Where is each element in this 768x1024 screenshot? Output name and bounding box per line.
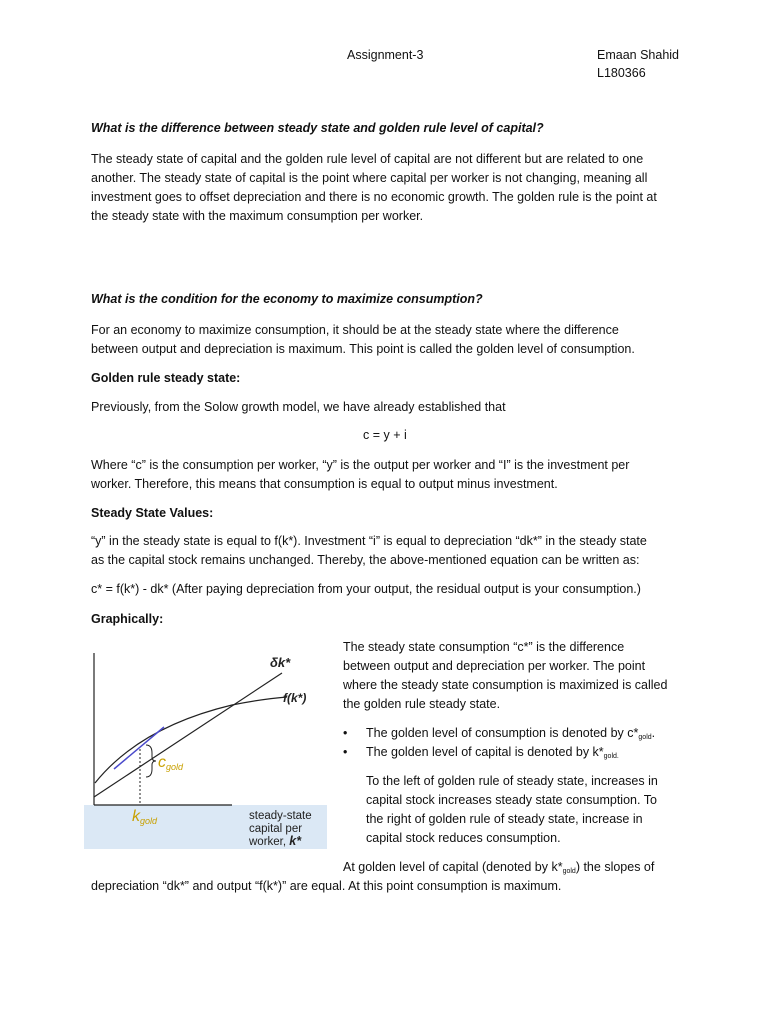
final-subscript: gold: [562, 868, 576, 875]
bullet-text: The golden level of capital is denoted by k*: [366, 745, 604, 759]
answer-1-line: investment goes to offset depreciation and there is no economic growth. The golden rule is the point at: [91, 190, 657, 204]
c-gold-subscript: gold: [166, 762, 184, 772]
left-right-line: To the left of golden rule of steady state, increases in: [366, 774, 658, 788]
steady-state-consumption-paragraph: [343, 638, 688, 714]
answer-1-line: The steady state of capital and the golden rule level of capital are not different but are related to one: [91, 152, 644, 166]
bullet-golden-capital: [343, 743, 619, 766]
k-letter: k: [132, 808, 140, 825]
roll-number: L180366: [597, 66, 646, 80]
consumption-equation: c = y + i: [363, 428, 407, 442]
bullet-end: .: [651, 726, 656, 740]
answer-2-line: between output and depreciation is maximum. This point is called the golden level of consumption.: [91, 342, 635, 356]
previously-text: Previously, from the Solow growth model, we have already established that: [91, 400, 506, 414]
final-pre: At golden level of capital (denoted by k*: [343, 860, 563, 874]
answer-2-line: For an economy to maximize consumption, it should be at the steady state where the difference: [91, 323, 619, 337]
golden-rule-heading: Golden rule steady state:: [91, 371, 241, 385]
steady-line: as the capital stock remains unchanged. Thereby, the above-mentioned equation can be written as:: [91, 553, 640, 567]
k-gold-subscript: gold: [140, 816, 158, 826]
answer-1-line: the steady state with the maximum consumption per worker.: [91, 209, 424, 223]
x-caption-line: worker,: [249, 836, 290, 848]
assignment-title: Assignment-3: [347, 48, 424, 62]
intro-line: between output and depreciation per worker. The point: [343, 659, 646, 673]
output-curve: [95, 697, 287, 783]
final-post: ) the slopes of: [575, 860, 655, 874]
question-1: What is the difference between steady state and golden rule level of capital?: [91, 121, 544, 135]
intro-line: where the steady state consumption is maximized is called: [343, 678, 668, 692]
answer-1: [91, 150, 681, 226]
cstar-equation: c* = f(k*) - dk* (After paying depreciation from your output, the residual output is your consumption.): [91, 582, 641, 596]
bullet-subscript: gold.: [603, 753, 619, 760]
left-right-line: the right of golden rule of steady state, increase in: [366, 812, 643, 826]
intro-line: The steady state consumption “c*” is the difference: [343, 640, 625, 654]
bullet-text: The golden level of consumption is denoted by c*: [366, 726, 639, 740]
answer-1-line: another. The steady state of capital is the point where capital per worker is not changing, meaning all: [91, 171, 648, 185]
question-2: What is the condition for the economy to maximize consumption?: [91, 292, 483, 306]
depreciation-line: [94, 673, 282, 797]
steady-state-paragraph: [91, 532, 681, 570]
golden-rule-graph: [82, 645, 332, 855]
c-letter: c: [158, 754, 166, 771]
x-caption-line: capital per: [249, 823, 303, 835]
left-right-paragraph: [366, 772, 686, 848]
x-caption-line: steady-state: [249, 810, 312, 822]
graphically-heading: Graphically:: [91, 612, 164, 626]
bullet-marker: •: [343, 745, 348, 759]
answer-2: [91, 321, 681, 359]
where-line: worker. Therefore, this means that consumption is equal to output minus investment.: [91, 477, 558, 491]
left-right-line: capital stock increases steady state consumption. To: [366, 793, 657, 807]
c-gold-label: [158, 754, 184, 772]
steady-state-heading: Steady State Values:: [91, 506, 214, 520]
where-paragraph: [91, 456, 681, 494]
bullet-marker: •: [343, 726, 348, 740]
steady-line: “y” in the steady state is equal to f(k*). Investment “i” is equal to depreciation “dk*” in the steady state: [91, 534, 647, 548]
depreciation-label: δk*: [270, 655, 291, 670]
tangent-line: [114, 727, 164, 769]
bullet-subscript: gold: [638, 734, 652, 741]
where-line: Where “c” is the consumption per worker, “y” is the output per worker and “I” is the investment per: [91, 458, 630, 472]
left-right-line: capital stock reduces consumption.: [366, 831, 561, 845]
intro-line: the golden rule steady state.: [343, 697, 501, 711]
final-line-2: depreciation “dk*” and output “f(k*)” are equal. At this point consumption is maximum.: [91, 879, 562, 893]
x-caption-k: k*: [289, 834, 302, 848]
output-label: f(k*): [283, 691, 307, 705]
author-name: Emaan Shahid: [597, 48, 680, 62]
